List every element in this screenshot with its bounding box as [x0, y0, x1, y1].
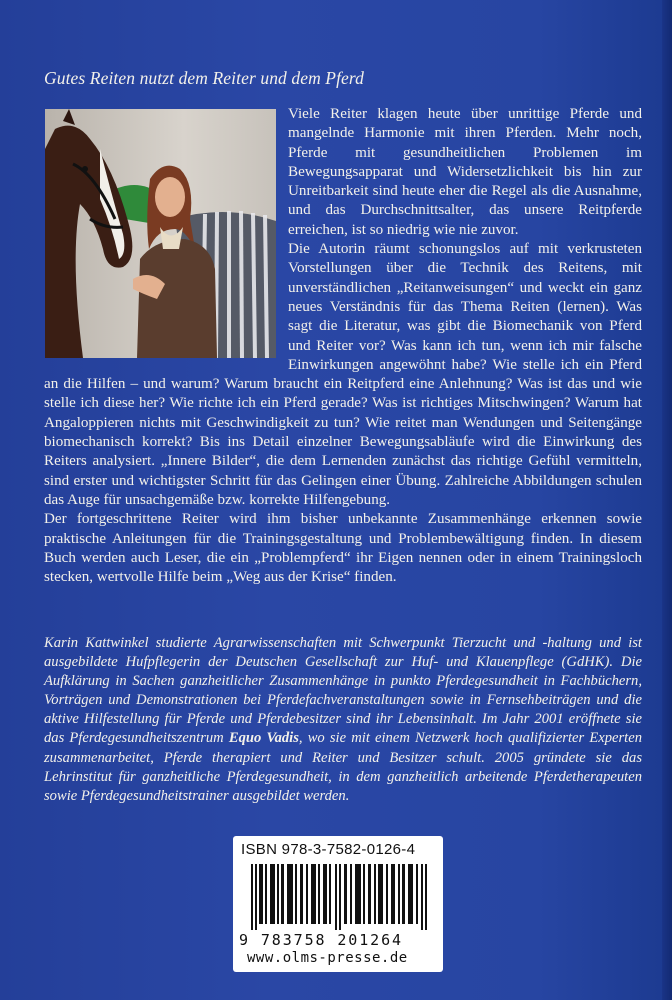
book-description: [44, 105, 642, 587]
bio-text-2: , wo sie mit einem Netzwerk hoch qualifizierter Experten zusammenarbeitet, Pferde therapiert und Reiter und Besitzer schult. 2005 gründete sie das Lehrinstitut für ganzheitliche Pferdegesundheit, in dem ganzheitlich arbeitende Pferdetherapeuten sowie Pferdegesundheitstrainer ausgebildet werden.: [44, 730, 643, 804]
barcode-icon: [251, 864, 429, 930]
isbn-number: ISBN 978-3-7582-0126-4: [241, 841, 416, 858]
description-paragraph-1: Viele Reiter klagen heute über unrittige Pferde und mangelnde Harmonie mit ihren Pferden. Mehr noch, Pferde mit gesundheitlichen Problemen im Bewegungsapparat und Widersetzlichkeit bis hin zur Unreitbarkeit sind heute eher die Regel als die Ausnahme, und das Durchschnittsalter, das unsere Reitpferde erreichen, ist so niedrig wie nie zuvor.: [288, 106, 642, 238]
description-paragraph-3: Der fortgeschrittene Reiter wird ihm bisher unbekannte Zusammenhänge erkennen sowie praktische Anleitungen für die Trainingsgestaltung und Problembewältigung finden. In diesem Buch werden auch Leser, die ein „Problempferd“ ihr Eigen nennen oder in einem Trainingsloch stecken, wertvolle Hilfe beim „Weg aus der Krise“ finden.: [44, 511, 642, 586]
headline: Gutes Reiten nutzt dem Reiter und dem Pferd: [44, 68, 365, 88]
cover-edge: [662, 0, 672, 1000]
ean-digits: 9 783758 201264: [239, 931, 403, 949]
bio-text-1: Karin Kattwinkel studierte Agrarwissenschaften mit Schwerpunkt Tierzucht und -haltung und ist ausgebildete Hufpflegerin der Deutschen Gesellschaft zur Huf- und Klauenpflege (GdHK). Die Aufklärung in Sachen ganzheitlicher Zusammenhänge in punkto Pferdegesundheit in Fachbüchern, Vorträgen und Demonstrationen bei Pferdefachveranstaltungen sowie in Fernsehbeiträgen und die aktive Hilfestellung für Pferde und Pferdebesitzer sind ihr Lebensinhalt. Im Jahr 2001 eröffnete sie das Pferdegesundheitszentrum: [44, 635, 642, 747]
isbn-barcode-label: [233, 836, 443, 972]
author-biography: [44, 634, 642, 806]
description-paragraph-2: Die Autorin räumt schonungslos auf mit verkrusteten Vorstellungen über die Technik des Reitens, mit unverständlichen „Reitanweisungen“ und weckt ein ganz neues Verständnis für das Thema Reiten (lernen). Was sagt die Literatur, was gibt die Biomechanik von Pferd und Reiter vor? Was kann ich tun, wenn ich mir falsche Einwirkungen angewöhnt habe? Wie stelle ich ein Pferd an die Hilfen – und warum? Warum braucht ein Reitpferd eine Anlehnung? Was ist das und wie stelle ich diese her? Wie richte ich ein Pferd gerade? Was ist richtiges Mitschwingen? Warum hat Angaloppieren nichts mit Geschwindigkeit zu tun? Wie reitet man Wendungen und Seitengänge biomechanisch korrekt? Bis ins Detail einzelner Bewegungsabläufe wird die Einwirkung des Reiters analysiert. „Innere Bilder“, die dem Lernenden zunächst das richtige Gefühl vermitteln, sind erster und wichtigster Schritt für das Gelingen einer Übung. Zahlreiche Abbildungen schulen das Auge für unsachgemäße bzw. korrekte Hilfengebung.: [44, 241, 642, 508]
photo-spacer: [44, 105, 288, 373]
publisher-website: www.olms-presse.de: [247, 950, 408, 966]
center-name: Equo Vadis: [228, 730, 299, 747]
